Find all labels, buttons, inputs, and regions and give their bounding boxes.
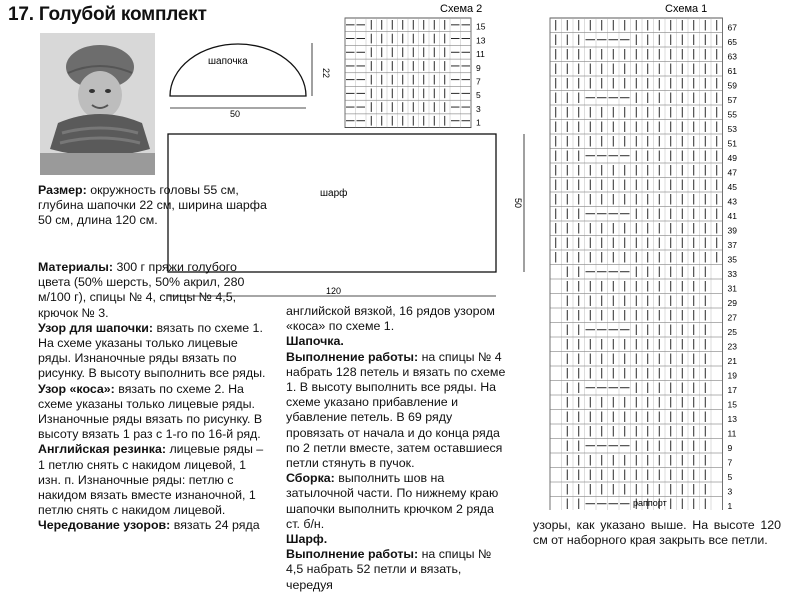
text-column-size: [38, 183, 270, 229]
scheme-2-row-number: 9: [476, 62, 481, 73]
scheme-2-chart: [340, 0, 500, 130]
hat-shape: [170, 44, 306, 96]
scheme-1-row-number: 47: [727, 167, 737, 178]
work-text-1: на спицы № 4 набрать 128 петель и вязать по схеме 1. В высоту выполнить все ряды. На схеме указано прибавление и убавление петель. В 69 ряду провязать от начала и до конца ряда по 2 петли вместе, затем оставшиеся петли стянуть в пучок.: [286, 349, 506, 471]
scheme-1-row-number: 3: [727, 486, 733, 497]
scheme-1-row-number: 15: [727, 399, 737, 410]
alternation-label: Чередование узоров:: [38, 518, 171, 533]
scheme-1-row-number: 61: [727, 66, 737, 76]
scheme-1-row-number: 23: [727, 341, 737, 352]
page-title: 17. Голубой комплект: [8, 4, 207, 25]
scheme-1-row-number: 29: [727, 298, 737, 308]
hat-pattern-text: вязать по схеме 1. На схеме указаны только лицевые ряды. Изнаночные ряды вязать по рисунку. В высоту выполнить все ряды.: [38, 320, 266, 381]
scheme-1-row-number: 33: [727, 269, 737, 279]
scheme-1-row-number: 59: [727, 80, 737, 91]
hat-heading: Шапочка.: [286, 334, 344, 349]
scheme-1-row-number: 35: [727, 254, 737, 265]
scarf-width: 120: [326, 286, 342, 296]
scheme-2-row-number: 3: [476, 103, 481, 114]
materials-label: Материалы:: [38, 260, 113, 274]
scheme-1-row-number: 65: [727, 37, 737, 47]
scarf-label: шарф: [320, 188, 348, 199]
rib-text: лицевые ряды – 1 петлю снять с накидом лицевой, 1 изн. п. Изнаночные ряды: петлю с накидом вязать вместе изнаночной, 1 петлю снять с накидом лицевой.: [38, 442, 264, 518]
scarf-height: 50: [513, 198, 523, 209]
scheme-1-row-number: 5: [727, 472, 733, 482]
work-text-2: на спицы № 4,5 набрать 52 петли и вязать, чередуя: [286, 547, 492, 592]
text-column-2: [286, 304, 508, 593]
scheme-1-row-number: 45: [727, 182, 737, 192]
materials-text: 300 г пряжи голубого цвета (50% шерсть, 50% акрил, 280 м/100 г), спицы № 4, спицы № 4,5, крючок № 3.: [38, 260, 245, 320]
scheme-1-row-number: 43: [727, 196, 737, 207]
text-column-3: [533, 518, 781, 548]
photo-illustration: [40, 33, 155, 175]
alternation-text: вязать 24 ряда: [173, 518, 260, 533]
scheme-2-title: Схема 2: [440, 3, 483, 15]
scheme-1-repeat-label: раппорт: [633, 498, 667, 508]
scheme-1-row-number: 39: [727, 225, 737, 236]
work-label-1: Выполнение работы:: [286, 349, 419, 364]
text-column-1: [10, 260, 272, 534]
scheme-1-row-number: 67: [727, 22, 737, 33]
col3-text: узоры, как указано выше. На высоте 120 см от наборного края закрыть все петли.: [533, 518, 781, 548]
scarf-heading: Шарф.: [286, 532, 328, 547]
scheme-1-row-number: 25: [727, 327, 737, 337]
col2-intro: английской вязкой, 16 рядов узором «коса» по схеме 1.: [286, 304, 495, 334]
scheme-1-row-number: 55: [727, 109, 737, 120]
scheme-1-row-number: 7: [727, 457, 733, 468]
scheme-2-row-number: 11: [476, 49, 485, 60]
scheme-2-row-number: 5: [476, 90, 481, 101]
scheme-2-row-number: 1: [476, 117, 481, 128]
model-photo: [40, 33, 155, 175]
scheme-2-row-number: 13: [476, 35, 486, 46]
scheme-1-row-number: 57: [727, 95, 737, 105]
scheme-2-row-number: 7: [476, 76, 481, 87]
scheme-1-row-number: 41: [727, 211, 737, 221]
scheme-1-chart: [535, 0, 800, 510]
scheme-1-row-number: 21: [727, 356, 737, 366]
scheme-1-row-number: 53: [727, 124, 737, 134]
hat-height: 22: [321, 68, 331, 79]
scheme-1-row-number: 27: [727, 312, 737, 323]
scheme-1-row-number: 37: [727, 240, 737, 250]
hat-pattern-label: Узор для шапочки:: [38, 320, 154, 335]
assembly-label: Сборка:: [286, 471, 335, 486]
scheme-1-row-number: 49: [727, 153, 737, 163]
scheme-1-title: Схема 1: [665, 3, 708, 15]
rib-label: Английская резинка:: [38, 442, 166, 457]
cable-text: вязать по схеме 2. На схеме указаны только лицевые ряды. Изнаночные ряды вязать по рисунку. В высоту вязать 1 раз с 1-го по 16-й ряд.: [38, 381, 263, 442]
scheme-1-row-number: 17: [727, 385, 737, 395]
scheme-2-row-number: 15: [476, 21, 486, 32]
scheme-1-row-number: 31: [727, 283, 737, 294]
scheme-1-row-number: 19: [727, 370, 737, 381]
hat-width: 50: [230, 109, 241, 119]
scheme-1-row-number: 63: [727, 51, 737, 62]
assembly-text: выполнить шов на затылочной части. По нижнему краю шапочки выполнить крючком 2 ряда ст. б/н.: [286, 471, 499, 531]
cable-label: Узор «коса»:: [38, 381, 115, 396]
hat-label: шапочка: [208, 56, 248, 67]
scheme-1-row-number: 13: [727, 414, 737, 424]
scheme-1-row-number: 9: [727, 443, 733, 453]
scheme-1-row-number: 11: [727, 428, 737, 439]
scheme-1-row-number: 1: [727, 501, 733, 510]
work-label-2: Выполнение работы:: [286, 547, 419, 562]
size-label: Размер:: [38, 183, 87, 197]
size-text: окружность головы 55 см, глубина шапочки 22 см, ширина шарфа 50 см, длина 120 см.: [38, 183, 267, 228]
scheme-1-row-number: 51: [727, 138, 737, 149]
